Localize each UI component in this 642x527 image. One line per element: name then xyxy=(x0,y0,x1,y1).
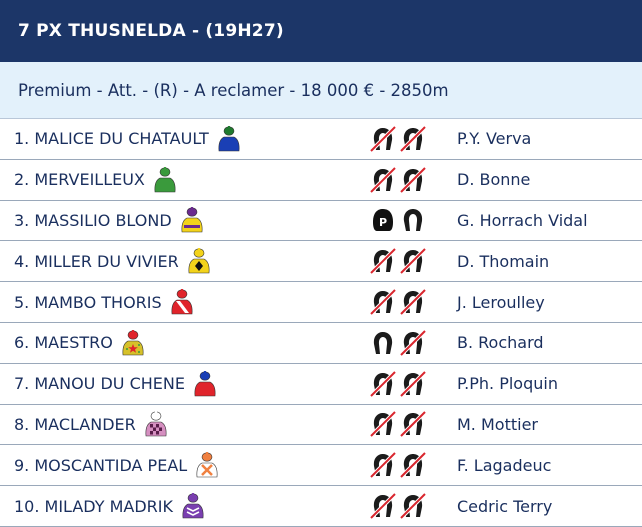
jockey-silk-icon xyxy=(185,247,213,275)
runner-name-cell xyxy=(0,410,369,438)
shoeing-info xyxy=(369,167,457,193)
runner-row[interactable] xyxy=(0,405,642,446)
runner-name-cell xyxy=(0,247,369,275)
horseshoe-unshod-icon xyxy=(399,452,427,478)
horseshoe-unshod-icon xyxy=(369,371,397,397)
jockey-name: G. Horrach Vidal xyxy=(457,210,588,230)
horseshoe-unshod-icon xyxy=(399,371,427,397)
jockey-name: Cedric Terry xyxy=(457,496,553,516)
runner-row[interactable] xyxy=(0,201,642,242)
horseshoe-unshod-icon xyxy=(369,289,397,315)
runner-name-cell xyxy=(0,451,369,479)
runner-name: 4. MILLER DU VIVIER xyxy=(14,251,179,271)
runner-row[interactable] xyxy=(0,486,642,527)
runner-row[interactable] xyxy=(0,364,642,405)
runner-name: 2. MERVEILLEUX xyxy=(14,170,145,190)
jockey-silk-icon xyxy=(119,329,147,357)
runner-row[interactable] xyxy=(0,160,642,201)
horseshoe-unshod-icon xyxy=(399,289,427,315)
horseshoe-unshod-icon xyxy=(399,330,427,356)
runner-row[interactable] xyxy=(0,282,642,323)
horseshoe-unshod-icon xyxy=(369,411,397,437)
shoeing-info xyxy=(369,411,457,437)
shoeing-info xyxy=(369,330,457,356)
jockey-name: D. Thomain xyxy=(457,251,550,271)
horseshoe-unshod-icon xyxy=(399,248,427,274)
horseshoe-unshod-icon xyxy=(369,126,397,152)
shoeing-info xyxy=(369,126,457,152)
jockey-name: D. Bonne xyxy=(457,170,531,190)
runner-name: 8. MACLANDER xyxy=(14,414,136,434)
race-title: 7 PX THUSNELDA - (19H27) xyxy=(0,0,642,62)
horseshoe-unshod-icon xyxy=(399,493,427,519)
jockey-name: P.Y. Verva xyxy=(457,129,532,149)
shoeing-info xyxy=(369,289,457,315)
runner-row[interactable] xyxy=(0,241,642,282)
jockey-name: B. Rochard xyxy=(457,333,544,353)
runner-name-cell xyxy=(0,492,369,520)
jockey-silk-icon xyxy=(179,492,207,520)
horseshoe-unshod-icon xyxy=(399,126,427,152)
runner-name-cell xyxy=(0,288,369,316)
jockey-silk-icon xyxy=(215,125,243,153)
horseshoe-unshod-icon xyxy=(369,452,397,478)
jockey-name: J. Leroulley xyxy=(457,292,545,312)
runner-name-cell xyxy=(0,125,369,153)
runner-list xyxy=(0,119,642,527)
runner-row[interactable] xyxy=(0,323,642,364)
horseshoe-icon xyxy=(369,330,397,356)
horseshoe-plate-icon xyxy=(369,207,397,233)
jockey-silk-icon xyxy=(151,166,179,194)
jockey-silk-icon xyxy=(168,288,196,316)
horseshoe-icon xyxy=(399,207,427,233)
shoeing-info xyxy=(369,371,457,397)
runner-name: 1. MALICE DU CHATAULT xyxy=(14,129,209,149)
runner-name: 6. MAESTRO xyxy=(14,333,113,353)
horseshoe-unshod-icon xyxy=(369,248,397,274)
jockey-silk-icon xyxy=(191,370,219,398)
runner-name: 3. MASSILIO BLOND xyxy=(14,210,172,230)
runner-row[interactable] xyxy=(0,119,642,160)
shoeing-info xyxy=(369,493,457,519)
race-conditions: Premium - Att. - (R) - A reclamer - 18 000 € - 2850m xyxy=(0,62,642,119)
horseshoe-unshod-icon xyxy=(369,167,397,193)
runner-name: 10. MILADY MADRIK xyxy=(14,496,173,516)
shoeing-info xyxy=(369,207,457,233)
runner-name-cell xyxy=(0,329,369,357)
shoeing-info xyxy=(369,248,457,274)
runner-row[interactable] xyxy=(0,445,642,486)
jockey-name: P.Ph. Ploquin xyxy=(457,374,558,394)
horseshoe-unshod-icon xyxy=(399,167,427,193)
jockey-silk-icon xyxy=(193,451,221,479)
horseshoe-unshod-icon xyxy=(369,493,397,519)
runner-name-cell xyxy=(0,370,369,398)
jockey-name: M. Mottier xyxy=(457,414,538,434)
svg-text:P: P xyxy=(378,216,388,230)
shoeing-info xyxy=(369,452,457,478)
horseshoe-unshod-icon xyxy=(399,411,427,437)
runner-name: 9. MOSCANTIDA PEAL xyxy=(14,455,188,475)
jockey-silk-icon xyxy=(178,206,206,234)
runner-name: 7. MANOU DU CHENE xyxy=(14,374,185,394)
jockey-name: F. Lagadeuc xyxy=(457,455,552,475)
runner-name-cell xyxy=(0,206,369,234)
runner-name-cell xyxy=(0,166,369,194)
runner-name: 5. MAMBO THORIS xyxy=(14,292,162,312)
jockey-silk-icon xyxy=(142,410,170,438)
